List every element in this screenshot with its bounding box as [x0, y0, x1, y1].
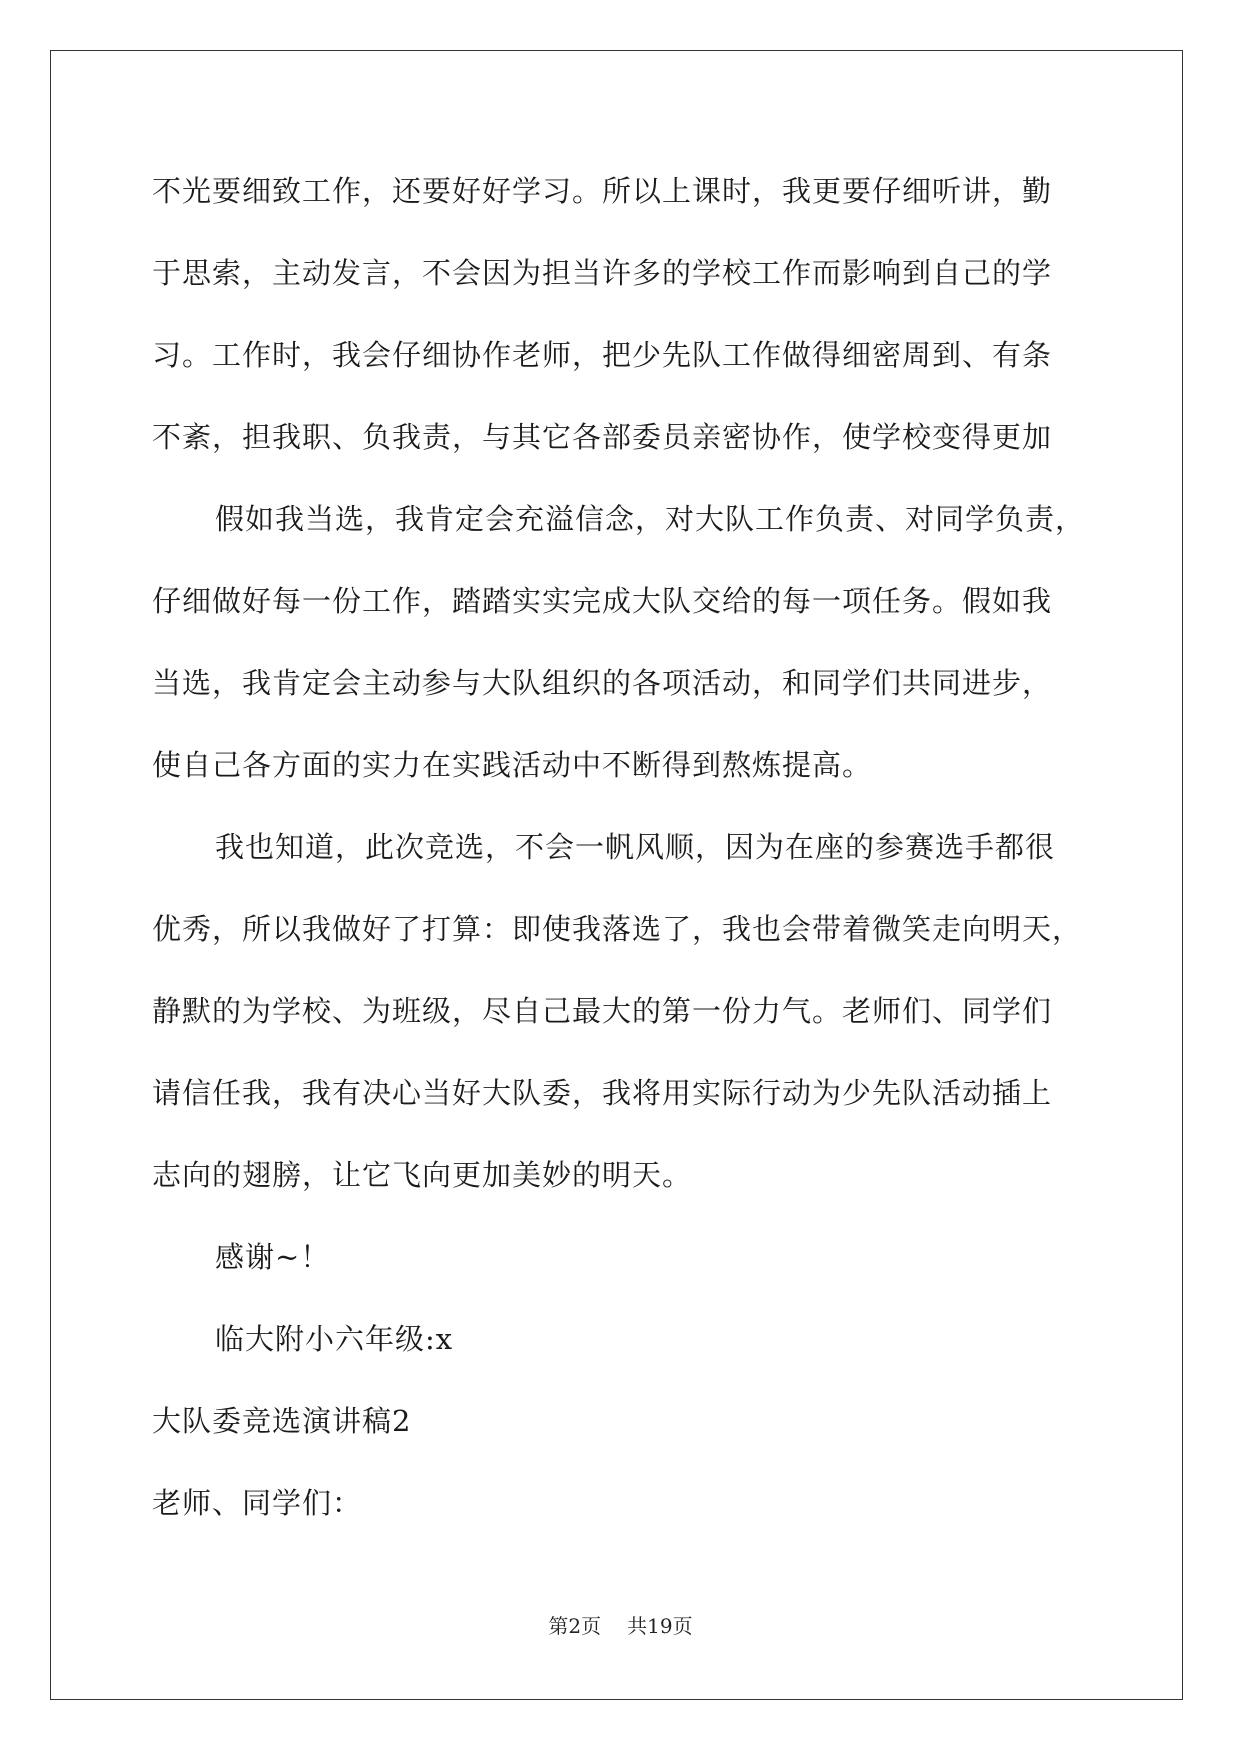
text-line: 于思索，主动发言，不会因为担当许多的学校工作而影响到自己的学: [152, 256, 1053, 290]
text-line: 不光要细致工作，还要好好学习。所以上课时，我更要仔细听讲，勤: [152, 174, 1053, 208]
section-title: 大队委竞选演讲稿2: [152, 1404, 412, 1438]
salutation-line: 老师、同学们：: [152, 1486, 363, 1520]
text-line: 志向的翅膀，让它飞向更加美妙的明天。: [152, 1158, 693, 1192]
page-total: 共19页: [627, 1614, 693, 1638]
text-line: 优秀，所以我做好了打算：即使我落选了，我也会带着微笑走向明天，: [152, 912, 1083, 946]
page-number: 第2页: [548, 1614, 602, 1638]
text-line: 习。工作时，我会仔细协作老师，把少先队工作做得细密周到、有条: [152, 338, 1053, 372]
page-footer: [0, 1610, 1241, 1639]
text-line: 不紊，担我职、负我责，与其它各部委员亲密协作，使学校变得更加: [152, 420, 1053, 454]
paragraph-start: 我也知道，此次竞选，不会一帆风顺，因为在座的参赛选手都很: [215, 830, 1056, 864]
text-line: 静默的为学校、为班级，尽自己最大的第一份力气。老师们、同学们: [152, 994, 1053, 1028]
text-line: 当选，我肯定会主动参与大队组织的各项活动，和同学们共同进步，: [152, 666, 1053, 700]
thanks-line: 感谢~！: [215, 1240, 331, 1274]
text-line: 使自己各方面的实力在实践活动中不断得到熬炼提高。: [152, 748, 873, 782]
text-line: 仔细做好每一份工作，踏踏实实完成大队交给的每一项任务。假如我: [152, 584, 1053, 618]
document-body: [152, 150, 1092, 1544]
signature-line: 临大附小六年级:x: [215, 1322, 454, 1356]
text-line: 请信任我，我有决心当好大队委，我将用实际行动为少先队活动插上: [152, 1076, 1053, 1110]
paragraph-start: 假如我当选，我肯定会充溢信念，对大队工作负责、对同学负责，: [215, 502, 1086, 536]
